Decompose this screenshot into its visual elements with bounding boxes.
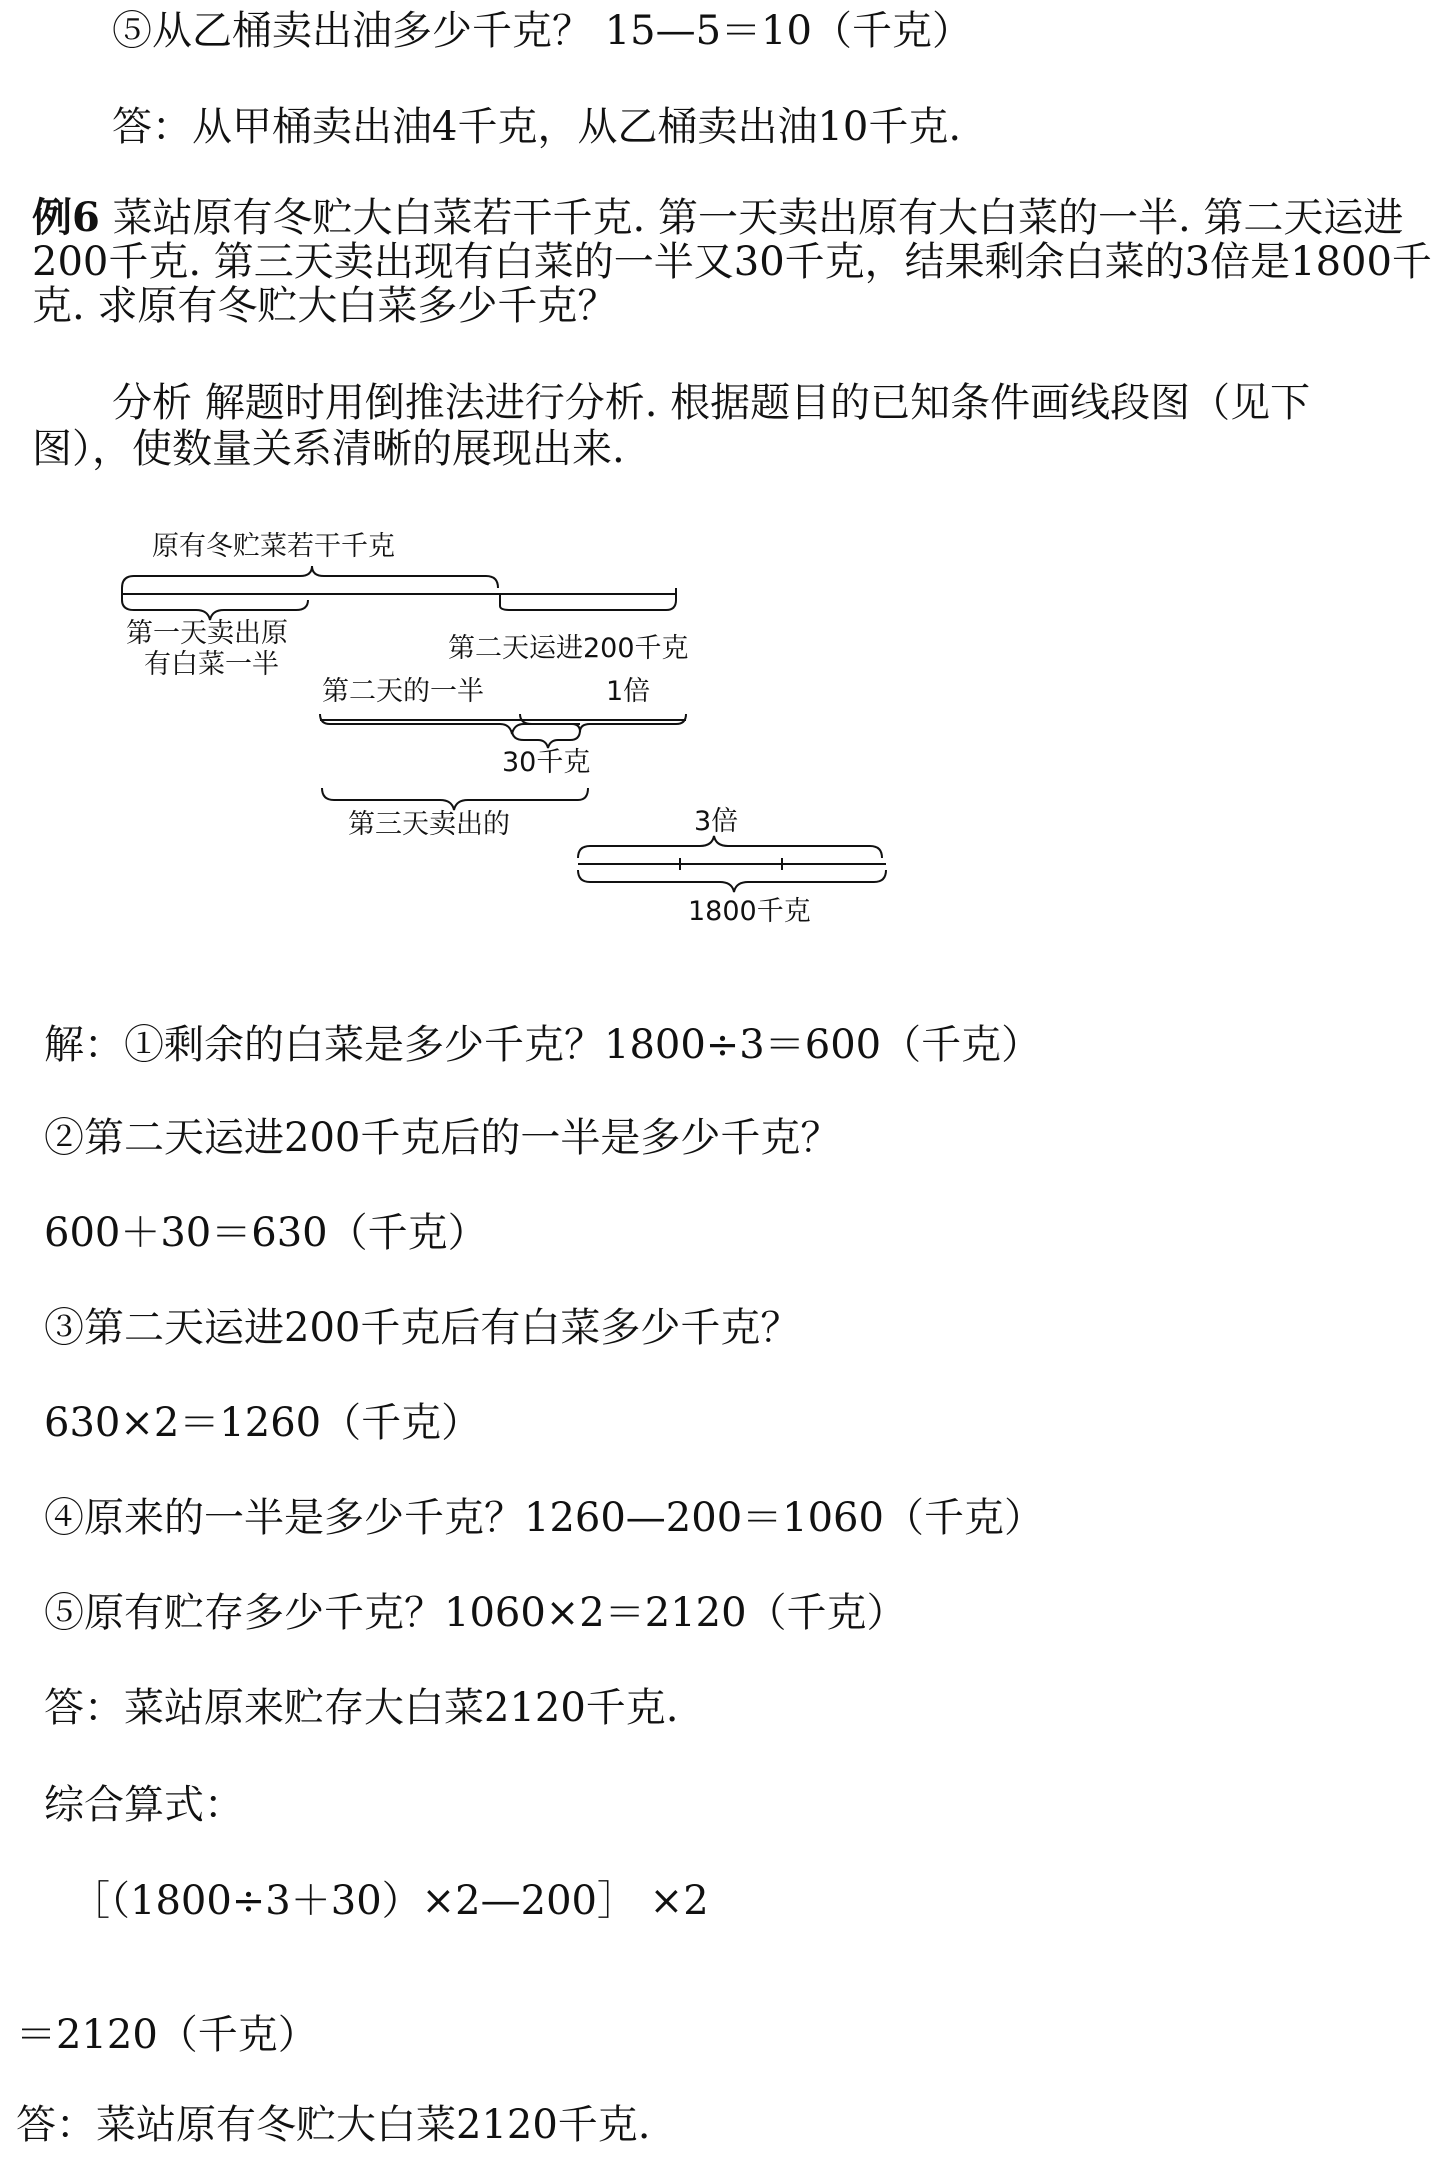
solution-step2: ②第二天运进200千克后的一半是多少千克？ xyxy=(44,1115,841,1161)
brace-day2-in xyxy=(500,588,676,610)
label-thirty: 30千克 xyxy=(502,747,591,778)
brace-original xyxy=(122,566,498,588)
label-one-times: 1倍 xyxy=(606,676,651,707)
solution-answer: 答：菜站原来贮存大白菜2120千克. xyxy=(44,1685,679,1731)
solution-step4: ④原来的一半是多少千克？1260—200＝1060（千克） xyxy=(44,1495,1044,1541)
label-day3-sold: 第三天卖出的 xyxy=(348,809,510,840)
brace-total xyxy=(578,870,886,892)
example6-paragraph xyxy=(32,196,1432,328)
answer-oil-line: 答：从甲桶卖出油4千克，从乙桶卖出油10千克. xyxy=(112,104,962,150)
step5-oil-line: ⑤从乙桶卖出油多少千克？ 15—5＝10（千克） xyxy=(112,8,972,54)
line-segment-diagram xyxy=(0,510,1434,950)
solution-step2-calc: 600＋30＝630（千克） xyxy=(44,1210,488,1256)
label-total: 1800千克 xyxy=(688,896,811,927)
example-label: 例6 xyxy=(32,194,100,241)
combined-result: ＝2120（千克） xyxy=(16,2012,318,2058)
combined-formula: ［（1800÷3＋30）×2—200］ ×2 xyxy=(70,1878,709,1924)
analysis-line-1: 分析 解题时用倒推法进行分析. 根据题目的已知条件画线段图（见下 xyxy=(112,380,1311,426)
brace-thirty xyxy=(512,730,580,748)
solution-step1: 解：①剩余的白菜是多少千克？1800÷3＝600（千克） xyxy=(44,1022,1042,1068)
combined-formula-label: 综合算式： xyxy=(44,1782,244,1828)
label-day1-b: 有白菜一半 xyxy=(144,649,279,680)
example-text: 菜站原有冬贮大白菜若干千克. 第一天卖出原有大白菜的一半. 第二天运进200千克. 第三天卖出现有白菜的一半又30千克，结果剩余白菜的3倍是1800千克. 求原有冬贮大白菜多少千克？ xyxy=(32,195,1432,329)
analysis-line-2: 图），使数量关系清晰的展现出来. xyxy=(32,426,625,472)
label-original: 原有冬贮菜若干千克 xyxy=(152,531,395,562)
label-three-times: 3倍 xyxy=(694,806,739,837)
label-day2-in: 第二天运进200千克 xyxy=(448,633,689,664)
brace-day3 xyxy=(322,788,588,810)
label-day1-a: 第一天卖出原 xyxy=(126,618,288,649)
brace-one-times xyxy=(520,714,686,732)
brace-three-times xyxy=(578,836,882,858)
final-answer: 答：菜站原有冬贮大白菜2120千克. xyxy=(16,2102,651,2148)
solution-step5: ⑤原有贮存多少千克？1060×2＝2120（千克） xyxy=(44,1590,907,1636)
brace-day1 xyxy=(122,600,308,620)
solution-step3: ③第二天运进200千克后有白菜多少千克？ xyxy=(44,1305,801,1351)
solution-step3-calc: 630×2＝1260（千克） xyxy=(44,1400,482,1446)
label-day2-half: 第二天的一半 xyxy=(322,676,484,707)
